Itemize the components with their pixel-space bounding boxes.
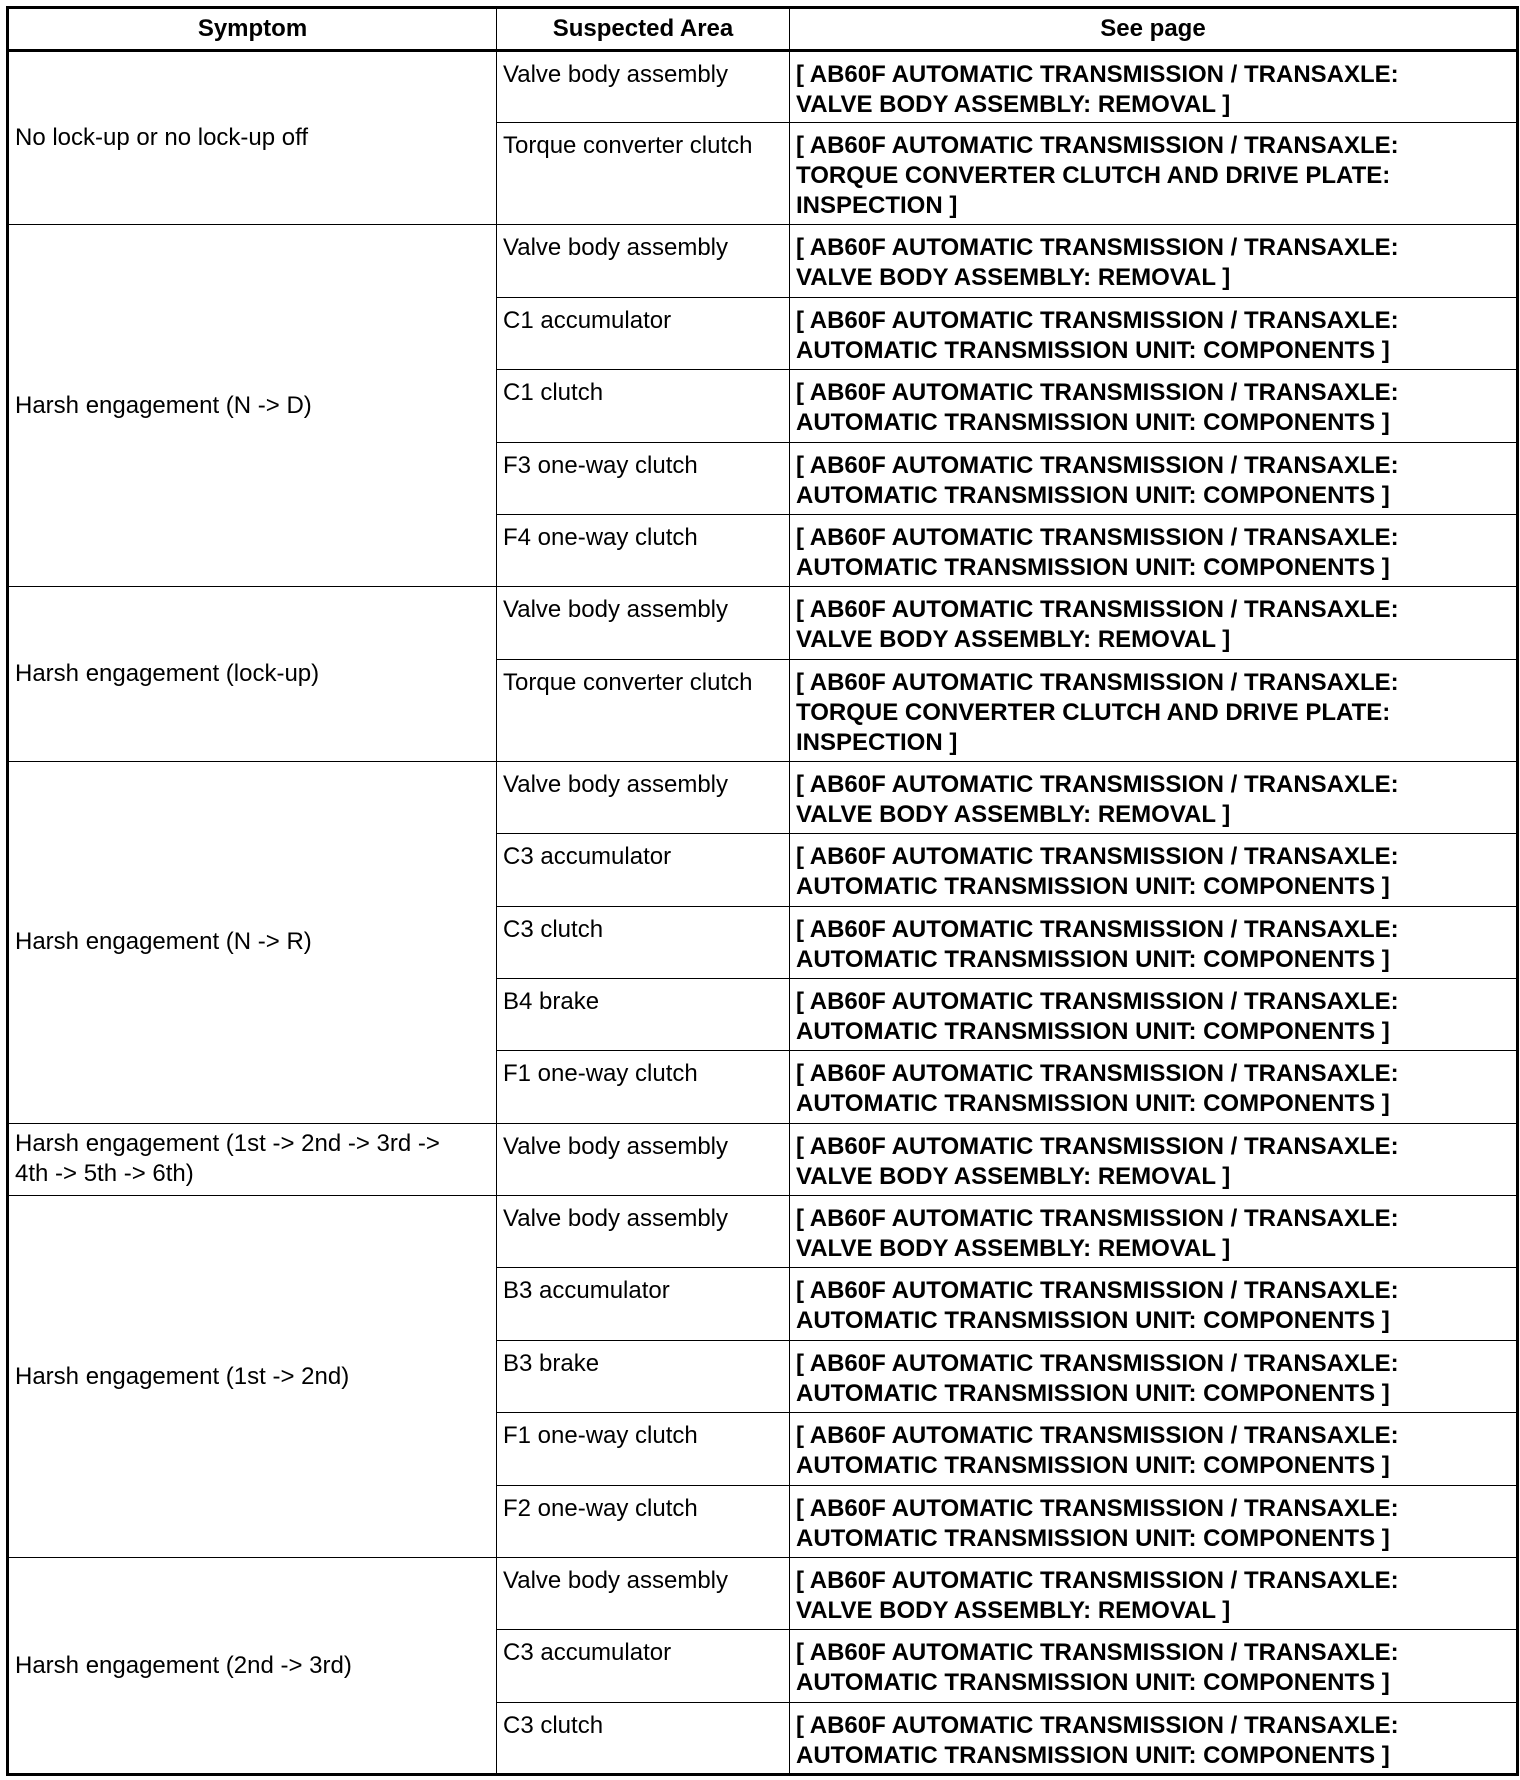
see-page-reference: [ AB60F AUTOMATIC TRANSMISSION / TRANSAXLE:: [796, 523, 1399, 551]
see-page-reference: [ AB60F AUTOMATIC TRANSMISSION / TRANSAXLE:: [796, 1639, 1399, 1667]
symptom-cell: [8, 51, 497, 225]
symptom-cell: [8, 761, 497, 1123]
suspected-area-cell: C3 accumulator: [497, 834, 790, 906]
symptom-text: Harsh engagement (N -> R): [15, 928, 312, 956]
see-page-cell: [790, 51, 1518, 123]
suspected-area-cell: Valve body assembly: [497, 1123, 790, 1195]
symptom-text: Harsh engagement (1st -> 2nd): [15, 1362, 350, 1390]
suspected-area-cell: Torque converter clutch: [497, 659, 790, 761]
symptom-table: [6, 6, 1519, 1776]
see-page-cell: [790, 225, 1518, 297]
suspected-area-cell: F4 one-way clutch: [497, 514, 790, 586]
see-page-reference: TORQUE CONVERTER CLUTCH AND DRIVE PLATE:: [796, 698, 1391, 726]
header-symptom: Symptom: [8, 8, 497, 51]
see-page-cell: [790, 659, 1518, 761]
see-page-cell: [790, 1051, 1518, 1123]
suspected-area-cell: Valve body assembly: [497, 1558, 790, 1630]
see-page-cell: [790, 1196, 1518, 1268]
header-see-page: See page: [790, 8, 1518, 51]
symptom-cell: [8, 1123, 497, 1195]
see-page-cell: [790, 906, 1518, 978]
header-row: [8, 8, 1518, 51]
see-page-reference: [ AB60F AUTOMATIC TRANSMISSION / TRANSAXLE:: [796, 1711, 1399, 1739]
suspected-area-cell: Valve body assembly: [497, 587, 790, 659]
see-page-reference: [ AB60F AUTOMATIC TRANSMISSION / TRANSAXLE:: [796, 379, 1399, 407]
see-page-reference: [ AB60F AUTOMATIC TRANSMISSION / TRANSAXLE:: [796, 61, 1399, 88]
see-page-reference: [ AB60F AUTOMATIC TRANSMISSION / TRANSAXLE:: [796, 668, 1399, 696]
see-page-reference: VALVE BODY ASSEMBLY: REMOVAL ]: [796, 1235, 1231, 1263]
see-page-reference: AUTOMATIC TRANSMISSION UNIT: COMPONENTS ]: [796, 481, 1390, 509]
see-page-reference: VALVE BODY ASSEMBLY: REMOVAL ]: [796, 800, 1231, 828]
see-page-cell: [790, 1630, 1518, 1702]
suspected-area-cell: Valve body assembly: [497, 761, 790, 833]
see-page-cell: [790, 514, 1518, 586]
suspected-area-cell: Valve body assembly: [497, 1196, 790, 1268]
suspected-area-cell: C3 clutch: [497, 1702, 790, 1774]
see-page-cell: [790, 1123, 1518, 1195]
suspected-area-cell: C3 clutch: [497, 906, 790, 978]
table-body: [8, 51, 1518, 1775]
see-page-cell: [790, 834, 1518, 906]
symptom-text: Harsh engagement (2nd -> 3rd): [15, 1651, 352, 1679]
see-page-cell: [790, 1485, 1518, 1557]
see-page-cell: [790, 123, 1518, 225]
suspected-area-cell: B3 brake: [497, 1340, 790, 1412]
see-page-cell: [790, 587, 1518, 659]
see-page-cell: [790, 1268, 1518, 1340]
suspected-area-cell: C1 accumulator: [497, 297, 790, 369]
suspected-area-cell: F2 one-way clutch: [497, 1485, 790, 1557]
header-suspected-area: Suspected Area: [497, 8, 790, 51]
see-page-cell: [790, 297, 1518, 369]
see-page-cell: [790, 978, 1518, 1050]
symptom-cell: [8, 1196, 497, 1558]
suspected-area-cell: F3 one-way clutch: [497, 442, 790, 514]
see-page-cell: [790, 1340, 1518, 1412]
see-page-cell: [790, 442, 1518, 514]
see-page-reference: [ AB60F AUTOMATIC TRANSMISSION / TRANSAXLE:: [796, 1132, 1399, 1160]
see-page-reference: AUTOMATIC TRANSMISSION UNIT: COMPONENTS ]: [796, 1669, 1390, 1697]
see-page-reference: [ AB60F AUTOMATIC TRANSMISSION / TRANSAXLE:: [796, 915, 1399, 943]
see-page-reference: [ AB60F AUTOMATIC TRANSMISSION / TRANSAXLE:: [796, 234, 1399, 262]
see-page-reference: AUTOMATIC TRANSMISSION UNIT: COMPONENTS ]: [796, 1307, 1390, 1335]
suspected-area-cell: C1 clutch: [497, 370, 790, 442]
see-page-reference: AUTOMATIC TRANSMISSION UNIT: COMPONENTS ]: [796, 409, 1390, 437]
see-page-reference: INSPECTION ]: [796, 192, 958, 220]
suspected-area-cell: Valve body assembly: [497, 225, 790, 297]
see-page-reference: [ AB60F AUTOMATIC TRANSMISSION / TRANSAXLE:: [796, 1349, 1399, 1377]
see-page-reference: AUTOMATIC TRANSMISSION UNIT: COMPONENTS ]: [796, 553, 1390, 581]
table-row: [8, 761, 1518, 833]
symptom-text: 4th -> 5th -> 6th): [15, 1160, 194, 1188]
see-page-reference: AUTOMATIC TRANSMISSION UNIT: COMPONENTS ]: [796, 1452, 1390, 1480]
see-page-cell: [790, 1702, 1518, 1774]
symptom-cell: [8, 225, 497, 587]
suspected-area-cell: Valve body assembly: [497, 51, 790, 123]
see-page-reference: [ AB60F AUTOMATIC TRANSMISSION / TRANSAXLE:: [796, 1422, 1399, 1450]
symptom-cell: [8, 1558, 497, 1775]
see-page-reference: VALVE BODY ASSEMBLY: REMOVAL ]: [796, 1597, 1231, 1625]
see-page-cell: [790, 761, 1518, 833]
see-page-cell: [790, 370, 1518, 442]
see-page-reference: [ AB60F AUTOMATIC TRANSMISSION / TRANSAXLE:: [796, 451, 1399, 479]
see-page-reference: INSPECTION ]: [796, 728, 958, 756]
see-page-reference: AUTOMATIC TRANSMISSION UNIT: COMPONENTS ]: [796, 1090, 1390, 1118]
suspected-area-cell: F1 one-way clutch: [497, 1051, 790, 1123]
see-page-reference: VALVE BODY ASSEMBLY: REMOVAL ]: [796, 1162, 1231, 1190]
see-page-reference: [ AB60F AUTOMATIC TRANSMISSION / TRANSAXLE:: [796, 770, 1399, 798]
symptom-text: Harsh engagement (lock-up): [15, 660, 320, 688]
see-page-reference: [ AB60F AUTOMATIC TRANSMISSION / TRANSAXLE:: [796, 132, 1399, 160]
see-page-reference: [ AB60F AUTOMATIC TRANSMISSION / TRANSAXLE:: [796, 596, 1399, 624]
see-page-reference: [ AB60F AUTOMATIC TRANSMISSION / TRANSAXLE:: [796, 987, 1399, 1015]
see-page-reference: [ AB60F AUTOMATIC TRANSMISSION / TRANSAXLE:: [796, 1567, 1399, 1595]
suspected-area-cell: B3 accumulator: [497, 1268, 790, 1340]
table-row: [8, 1196, 1518, 1268]
see-page-reference: [ AB60F AUTOMATIC TRANSMISSION / TRANSAXLE:: [796, 1494, 1399, 1522]
see-page-reference: [ AB60F AUTOMATIC TRANSMISSION / TRANSAXLE:: [796, 1205, 1399, 1233]
symptom-text: Harsh engagement (1st -> 2nd -> 3rd ->: [15, 1130, 440, 1158]
table-row: [8, 1123, 1518, 1195]
see-page-reference: AUTOMATIC TRANSMISSION UNIT: COMPONENTS ]: [796, 336, 1390, 364]
see-page-reference: AUTOMATIC TRANSMISSION UNIT: COMPONENTS ]: [796, 1524, 1390, 1552]
see-page-reference: AUTOMATIC TRANSMISSION UNIT: COMPONENTS ]: [796, 873, 1390, 901]
symptom-cell: [8, 587, 497, 761]
see-page-reference: AUTOMATIC TRANSMISSION UNIT: COMPONENTS ]: [796, 945, 1390, 973]
see-page-reference: [ AB60F AUTOMATIC TRANSMISSION / TRANSAXLE:: [796, 306, 1399, 334]
see-page-reference: AUTOMATIC TRANSMISSION UNIT: COMPONENTS ]: [796, 1379, 1390, 1407]
table-row: [8, 225, 1518, 297]
see-page-reference: TORQUE CONVERTER CLUTCH AND DRIVE PLATE:: [796, 162, 1391, 190]
see-page-reference: [ AB60F AUTOMATIC TRANSMISSION / TRANSAXLE:: [796, 1060, 1399, 1088]
table-row: [8, 51, 1518, 123]
symptom-text: Harsh engagement (N -> D): [15, 391, 312, 419]
see-page-reference: AUTOMATIC TRANSMISSION UNIT: COMPONENTS ]: [796, 1017, 1390, 1045]
table-row: [8, 587, 1518, 659]
symptom-text: No lock-up or no lock-up off: [15, 124, 309, 152]
see-page-cell: [790, 1413, 1518, 1485]
suspected-area-cell: C3 accumulator: [497, 1630, 790, 1702]
suspected-area-cell: B4 brake: [497, 978, 790, 1050]
suspected-area-cell: F1 one-way clutch: [497, 1413, 790, 1485]
see-page-reference: VALVE BODY ASSEMBLY: REMOVAL ]: [796, 626, 1231, 654]
suspected-area-cell: Torque converter clutch: [497, 123, 790, 225]
see-page-reference: [ AB60F AUTOMATIC TRANSMISSION / TRANSAXLE:: [796, 843, 1399, 871]
see-page-cell: [790, 1558, 1518, 1630]
table-row: [8, 1558, 1518, 1630]
see-page-reference: AUTOMATIC TRANSMISSION UNIT: COMPONENTS ]: [796, 1741, 1390, 1769]
see-page-reference: VALVE BODY ASSEMBLY: REMOVAL ]: [796, 91, 1231, 118]
see-page-reference: VALVE BODY ASSEMBLY: REMOVAL ]: [796, 264, 1231, 292]
see-page-reference: [ AB60F AUTOMATIC TRANSMISSION / TRANSAXLE:: [796, 1277, 1399, 1305]
